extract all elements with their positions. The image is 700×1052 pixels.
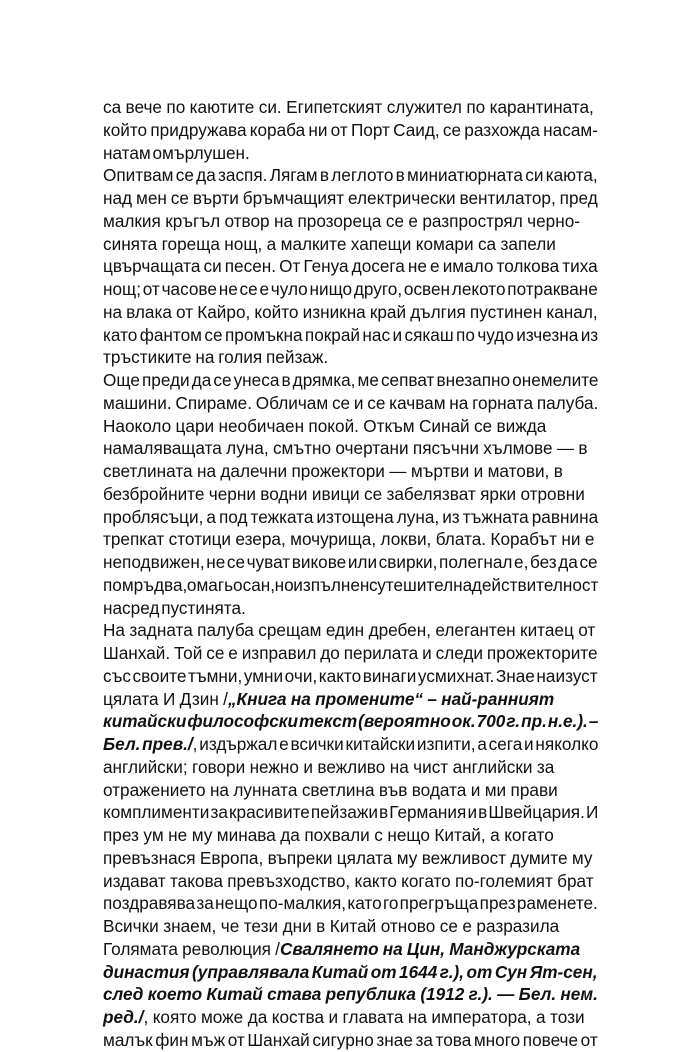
text-line [103, 710, 601, 733]
body-text: малкия кръгъл отвор на прозореца се е разпрострял черно- [103, 210, 581, 231]
body-text: насред пустинята. [103, 597, 246, 618]
editor-note-text: Бел. прев./ [103, 734, 193, 754]
text-line [103, 1006, 601, 1029]
body-text: превъзнася Европа, въпреки цялата му вежливост думите му [103, 847, 593, 868]
text-line [103, 142, 601, 165]
text-line [103, 460, 601, 483]
body-text: помръдва, омагьосан, но изпълнен с утешителна действителност [103, 574, 599, 595]
text-line [103, 369, 601, 392]
text-line [103, 1029, 601, 1052]
body-text: на влака от Кайро, който изникна край дългия пустинен канал, [103, 301, 598, 322]
body-text: натам омърлушен. [103, 142, 250, 163]
body-text: над мен се върти бръмчащият електрически вентилатор, пред [103, 188, 598, 208]
text-line [103, 551, 601, 574]
editor-note-text: китайски философски текст (вероятно ок. 700 г. пр. н.е.). – [103, 711, 599, 732]
text-line [103, 164, 601, 187]
body-text: като фантом се промъкна покрай нас и сякаш по чудо изчезна из [103, 324, 599, 345]
text-line [103, 278, 601, 301]
text-line [103, 392, 601, 415]
text-line [103, 437, 601, 460]
page-text [103, 96, 601, 1052]
body-text: Всички знаем, че тези дни в Китай отново се е разразила [103, 916, 560, 936]
body-text: На задната палуба срещам един дребен, елегантен китаец от [103, 620, 596, 641]
body-text: малък фин мъж от Шанхай сигурно знае за това много повече от [103, 1029, 598, 1050]
body-text: , издържал е всички китайски изпити, а сега и няколко [192, 734, 599, 754]
body-text: Наоколо цари необичаен покой. Откъм Синай се виждa [103, 415, 547, 436]
text-line [103, 665, 601, 688]
body-text: машини. Спираме. Обличам се и се качвам на горната палуба. [103, 392, 599, 413]
body-text: английски; говори нежно и вежливо на чист английски за [103, 756, 555, 777]
text-line [103, 506, 601, 529]
body-text: безбройните черни водни ивици се забелязват ярки отровни [103, 483, 585, 504]
body-text: Още преди да се унеса в дрямка, ме сепват внезапно онемелите [103, 370, 599, 390]
text-line [103, 415, 601, 438]
text-line [103, 619, 601, 642]
editor-note-text: Свалянето на Цин, Манджурската [279, 938, 581, 959]
body-text: са вече по каютите си. Египетският служител по карантината, [103, 97, 594, 117]
body-text: Голямата революция / [103, 938, 280, 959]
text-line [103, 688, 601, 711]
body-text: който придружава кораба ни от Порт Саид, се разхожда насам- [103, 119, 598, 140]
text-line [103, 324, 601, 347]
text-line [103, 779, 601, 802]
editor-note-text: след което Китай става република (1912 г.). — Бел. нем. [103, 984, 598, 1005]
text-line [103, 756, 601, 779]
text-line [103, 642, 601, 665]
text-line [103, 574, 601, 597]
body-text: нощ; от часове не се е чуло нищо друго, освен лекото потракване [103, 279, 598, 299]
text-line [103, 96, 601, 119]
text-line [103, 187, 601, 210]
text-line [103, 483, 601, 506]
text-line [103, 870, 601, 893]
body-text: светлината на далечни прожектори — мъртви и матови, в [103, 461, 563, 481]
body-text: комплименти за красивите пейзажи в Германия и в Швейцария. И [103, 802, 599, 823]
text-line [103, 847, 601, 870]
body-text: , която може да коства и главата на императора, а този [143, 1007, 585, 1027]
editor-note-text: ред./ [103, 1007, 144, 1027]
text-line [103, 915, 601, 938]
text-line [103, 983, 601, 1006]
body-text: със своите тъмни, умни очи, както винаги усмихнат. Знае наизуст [103, 665, 598, 686]
text-line [103, 892, 601, 915]
body-text: отражението на лунната светлина във водата и ми прави [103, 779, 558, 800]
body-text: неподвижен, не се чуват викове или свирки, полегнал е, без да се [103, 552, 598, 572]
text-line [103, 824, 601, 847]
text-line [103, 233, 601, 256]
body-text: синята гореща нощ, а малките хапещи комари са запели [103, 233, 556, 254]
body-text: цвърчащата си песен. От Генуа досега не е имало толкова тиха [103, 256, 598, 277]
text-line [103, 733, 601, 756]
body-text: тръстиките на голия пейзаж. [103, 347, 329, 368]
editor-note-text: „Книга на промените“ – най-ранният [227, 688, 555, 709]
text-line [103, 346, 601, 369]
text-line [103, 210, 601, 233]
text-line [103, 255, 601, 278]
body-text: трепкат стотици езера, мочурища, локви, блата. Корабът ни е [103, 529, 595, 550]
body-text: проблясъци, а под тежката изтощена луна, из тъжната равнина [103, 506, 599, 527]
body-text: поздравява за нещо по-малкия, като го прегръща през раменете. [103, 893, 598, 914]
body-text: намаляващата луна, смътно очертани пясъчни хълмове — в [103, 438, 588, 459]
text-line [103, 528, 601, 551]
text-line [103, 301, 601, 324]
text-line [103, 961, 601, 984]
body-text: Опитвам се да заспя. Лягам в леглото в миниатюрната си каюта, [103, 165, 598, 186]
body-text: издават такова превъзходство, както когато по-големият брат [103, 870, 594, 891]
body-text: цялата И Дзин / [103, 688, 228, 709]
body-text: Шанхай. Той се е изправил до перилата и следи прожекторите [103, 643, 598, 663]
text-line [103, 119, 601, 142]
text-line [103, 597, 601, 620]
editor-note-text: династия (управлявала Китай от 1644 г.), от Сун Ят-сен, [103, 961, 598, 982]
text-line [103, 938, 601, 961]
body-text: през ум не му минава да похвали с нещо Китай, а когато [103, 825, 554, 845]
text-line [103, 801, 601, 824]
